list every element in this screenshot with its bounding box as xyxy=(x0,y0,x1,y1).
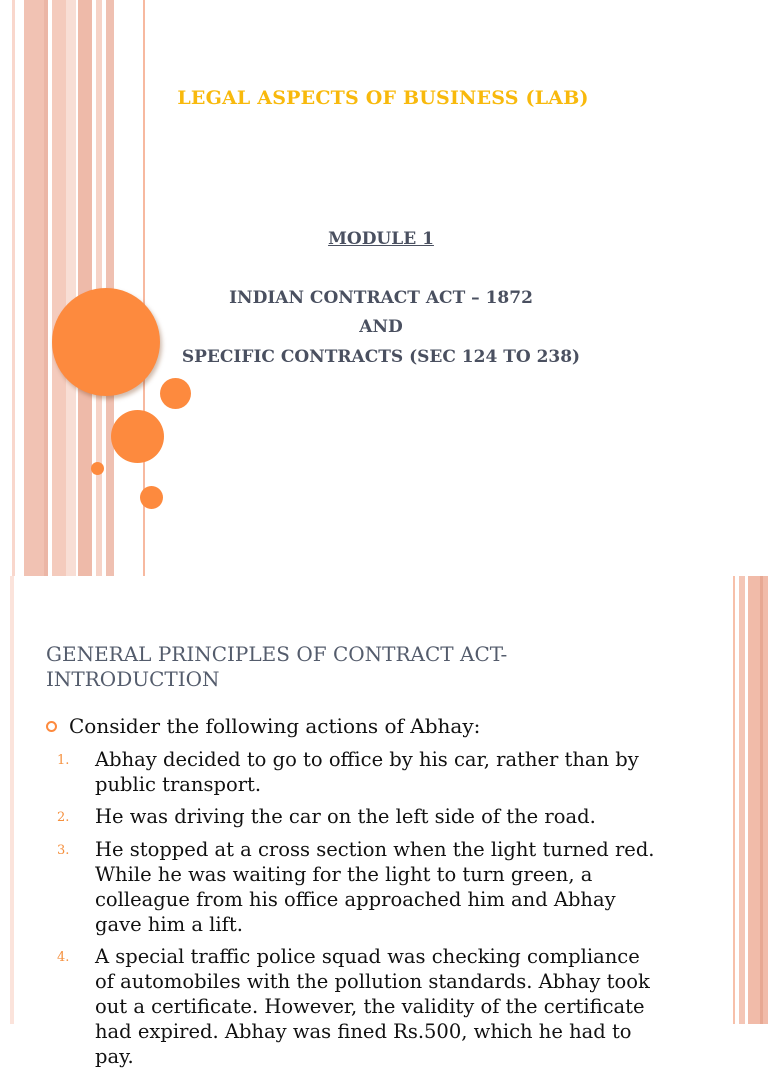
decor-stripe xyxy=(733,576,735,1024)
item-number: 3. xyxy=(57,843,70,858)
decor-stripe xyxy=(10,576,14,1024)
decor-stripe xyxy=(24,0,44,576)
slide-title: LEGAL ASPECTS OF BUSINESS (LAB) xyxy=(177,87,589,109)
item-number: 2. xyxy=(57,810,70,825)
bullet-text: Consider the following actions of Abhay: xyxy=(69,714,481,738)
decor-stripe xyxy=(78,0,92,576)
decor-stripe xyxy=(44,0,48,576)
item-text: Abhay decided to go to office by his car, rather than by public transport. xyxy=(95,748,639,796)
ring-bullet-icon xyxy=(46,721,57,732)
heading-line: INTRODUCTION xyxy=(46,667,220,691)
decor-circle xyxy=(160,378,191,409)
list-item xyxy=(57,804,657,829)
decor-stripe xyxy=(739,576,745,1024)
decor-stripe xyxy=(12,0,15,576)
item-text: He was driving the car on the left side of the road. xyxy=(95,805,596,828)
decor-circle-large xyxy=(52,288,160,396)
decor-circle xyxy=(140,486,163,509)
subtitle-line: SPECIFIC CONTRACTS (SEC 124 TO 238) xyxy=(181,347,581,367)
module-label: MODULE 1 xyxy=(328,229,434,249)
item-text: He stopped at a cross section when the light turned red. While he was waiting for the light to turn green, a colleague from his office approached him and Abhay gave him a lift. xyxy=(95,838,655,936)
decor-stripe xyxy=(760,576,763,1024)
item-number: 4. xyxy=(57,950,70,965)
subtitle-line: INDIAN CONTRACT ACT – 1872 xyxy=(229,288,533,308)
decor-circle xyxy=(111,410,164,463)
list-item xyxy=(57,747,657,797)
list-item xyxy=(57,837,657,937)
item-number: 1. xyxy=(57,753,70,768)
bullet-item xyxy=(46,714,686,738)
decor-stripe xyxy=(748,576,768,1024)
content-slide xyxy=(0,576,768,1068)
list-item xyxy=(57,944,657,1069)
decor-stripe xyxy=(66,0,76,576)
item-text: A special traffic police squad was checking compliance of automobiles with the pollution standards. Abhay took out a certificate. However, the validity of the certificate had expired. Abhay was fined Rs.500, which he had to pay. xyxy=(95,945,650,1068)
slide-heading xyxy=(46,642,686,692)
heading-line: GENERAL PRINCIPLES OF CONTRACT ACT- xyxy=(46,642,508,666)
decor-circle xyxy=(91,462,104,475)
decor-stripe xyxy=(52,0,66,576)
subtitle-line: AND xyxy=(359,317,403,337)
